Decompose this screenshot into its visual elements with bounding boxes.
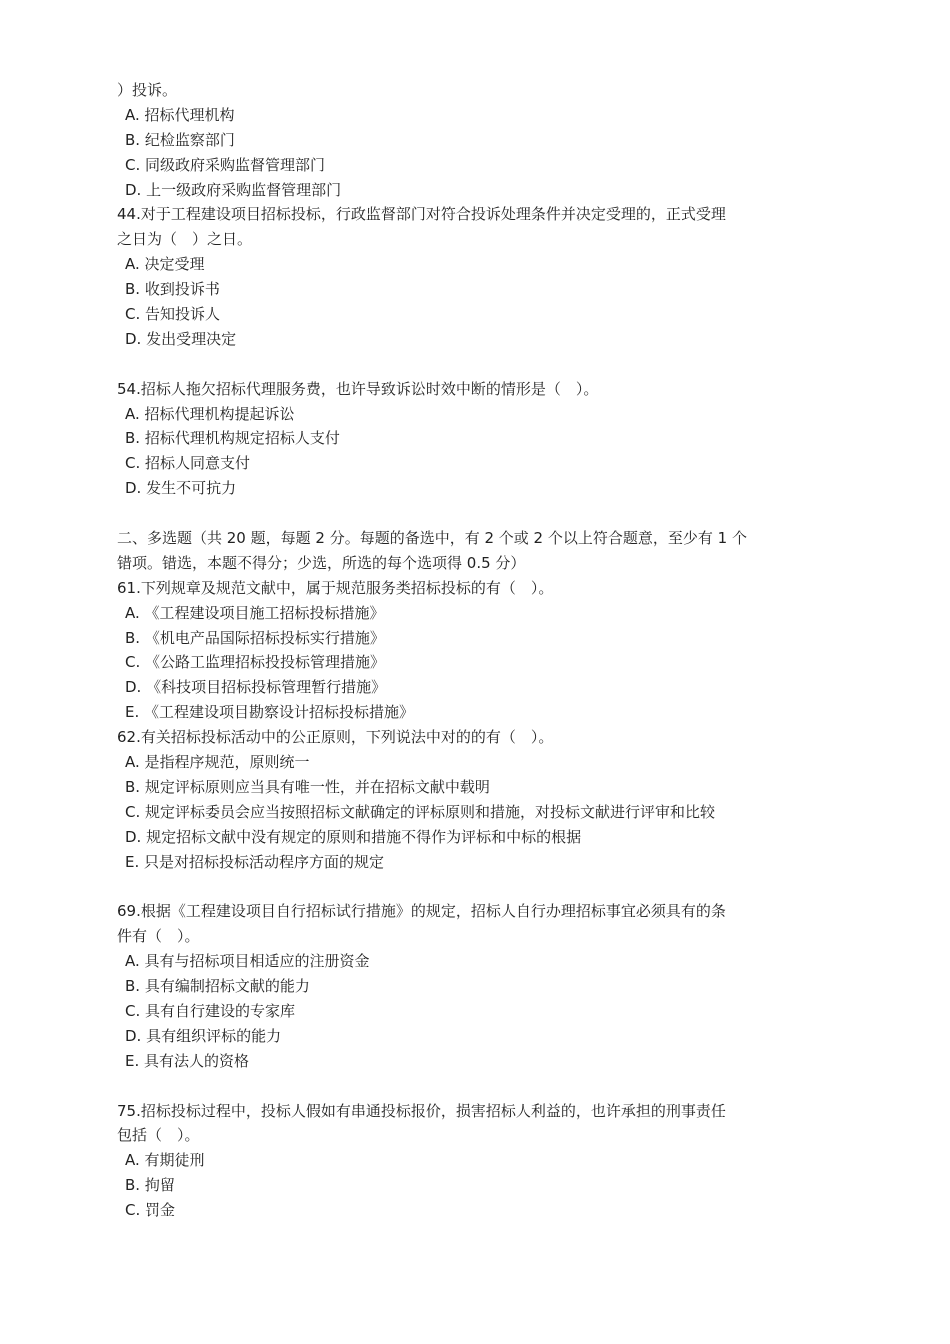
q44-stem: 44.对于工程建设项目招标投标，行政监督部门对符合投诉处理条件并决定受理的，正式受理 (117, 205, 726, 224)
q69-option-d: D. 具有组织评标的能力 (125, 1026, 282, 1045)
q54-option-d: D. 发生不可抗力 (125, 479, 237, 498)
q62-option-b: B. 规定评标原则应当具有唯一性，并在招标文献中载明 (125, 777, 490, 796)
q61-option-c: C. 《公路工监理招标投投标管理措施》 (125, 653, 386, 672)
q69-option-c: C. 具有自行建设的专家库 (125, 1001, 296, 1020)
section2-heading-cont: 错项。错选，本题不得分；少选，所选的每个选项得 0.5 分） (117, 553, 526, 572)
q61-option-e: E. 《工程建设项目勘察设计招标投标措施》 (125, 703, 415, 722)
q54-option-a: A. 招标代理机构提起诉讼 (125, 404, 295, 423)
spacer (117, 501, 817, 526)
q62-option-a: A. 是指程序规范，原则统一 (125, 753, 310, 772)
q44-option-d: D. 发出受理决定 (125, 329, 237, 348)
q54-stem: 54.招标人拖欠招标代理服务费，也许导致诉讼时效中断的情形是（ ）。 (117, 379, 599, 398)
q43-option-b: B. 纪检监察部门 (125, 130, 235, 149)
q43-option-c: C. 同级政府采购监督管理部门 (125, 155, 326, 174)
q54-option-b: B. 招标代理机构规定招标人支付 (125, 429, 340, 448)
q75-option-a: A. 有期徒刑 (125, 1151, 205, 1170)
q62-stem: 62.有关招标投标活动中的公正原则，下列说法中对的的有（ ）。 (117, 728, 554, 747)
q75-option-c: C. 罚金 (125, 1201, 176, 1220)
section2-heading: 二、多选题（共 20 题，每题 2 分。每题的备选中，有 2 个或 2 个以上符合题意，至少有 1 个 (117, 529, 747, 548)
spacer (117, 1074, 817, 1099)
q61-option-b: B. 《机电产品国际招标投标实行措施》 (125, 628, 385, 647)
q44-option-c: C. 告知投诉人 (125, 305, 221, 324)
q69-option-b: B. 具有编制招标文献的能力 (125, 977, 310, 996)
q44-option-a: A. 决定受理 (125, 255, 205, 274)
q61-option-d: D. 《科技项目招标投标管理暂行措施》 (125, 678, 387, 697)
q62-option-e: E. 只是对招标投标活动程序方面的规定 (125, 852, 385, 871)
q69-option-a: A. 具有与招标项目相适应的注册资金 (125, 952, 370, 971)
q43-option-a: A. 招标代理机构 (125, 105, 235, 124)
spacer (117, 875, 817, 900)
spacer (117, 352, 817, 377)
q75-stem: 75.招标投标过程中，投标人假如有串通投标报价，损害招标人利益的，也许承担的刑事责任 (117, 1101, 726, 1120)
q44-option-b: B. 收到投诉书 (125, 280, 220, 299)
q69-stem: 69.根据《工程建设项目自行招标试行措施》的规定，招标人自行办理招标事宜必须具有的条 (117, 902, 726, 921)
q43-stem-tail: ）投诉。 (117, 81, 178, 99)
q61-stem: 61.下列规章及规范文献中，属于规范服务类招标投标的有（ ）。 (117, 578, 554, 597)
q54-option-c: C. 招标人同意支付 (125, 454, 251, 473)
q75-stem-cont: 包括（ ）。 (117, 1126, 200, 1145)
q69-stem-cont: 件有（ ）。 (117, 927, 200, 946)
q44-stem-cont: 之日为（ ）之日。 (117, 230, 253, 249)
q43-option-d: D. 上一级政府采购监督管理部门 (125, 180, 342, 199)
document-body (117, 78, 817, 1223)
q62-option-c: C. 规定评标委员会应当按照招标文献确定的评标原则和措施，对投标文献进行评审和比较 (125, 802, 716, 821)
q62-option-d: D. 规定招标文献中没有规定的原则和措施不得作为评标和中标的根据 (125, 827, 582, 846)
q69-option-e: E. 具有法人的资格 (125, 1051, 250, 1070)
q75-option-b: B. 拘留 (125, 1176, 175, 1195)
q61-option-a: A. 《工程建设项目施工招标投标措施》 (125, 603, 385, 622)
